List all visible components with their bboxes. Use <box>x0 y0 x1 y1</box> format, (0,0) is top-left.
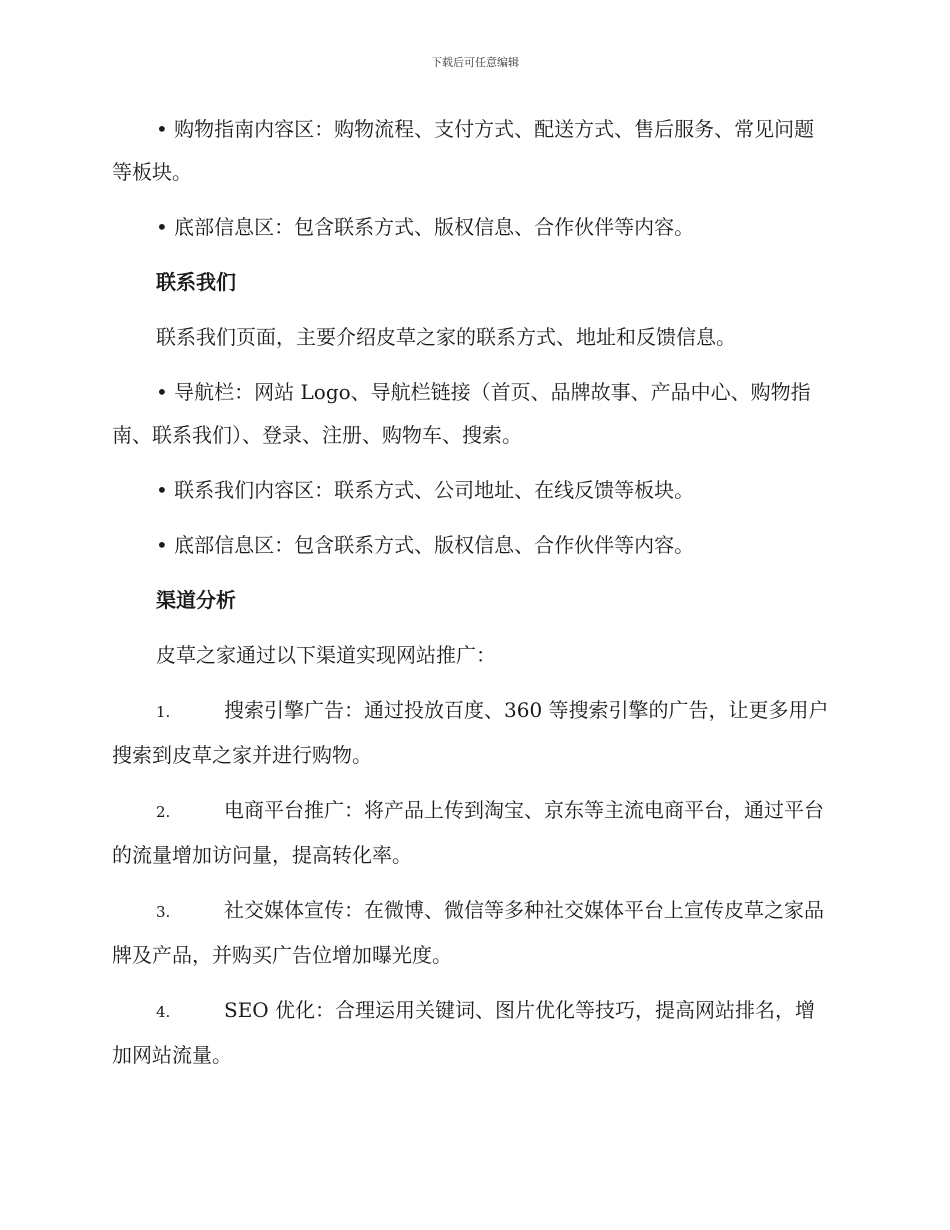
list-item <box>112 689 832 777</box>
list-number: 3. <box>156 903 171 921</box>
list-item <box>112 989 832 1077</box>
paragraph-footer-info-2: • 底部信息区：包含联系方式、版权信息、合作伙伴等内容。 <box>156 533 695 557</box>
document-body <box>112 108 832 1089</box>
list-text: 社交媒体宣传：在微博、微信等多种社交媒体平台上宣传皮草之家品牌及产品，并购买广告位增加曝光度。 <box>112 898 824 967</box>
paragraph-contact-content: • 联系我们内容区：联系方式、公司地址、在线反馈等板块。 <box>156 478 695 502</box>
list-text: 搜索引擎广告：通过投放百度、360 等搜索引擎的广告，让更多用户搜索到皮草之家并进行购物。 <box>112 698 829 767</box>
list-text: 电商平台推广：将产品上传到淘宝、京东等主流电商平台，通过平台的流量增加访问量，提高转化率。 <box>112 798 824 867</box>
list-item <box>112 889 832 977</box>
list-number: 1. <box>156 703 171 721</box>
list-text: SEO 优化：合理运用关键词、图片优化等技巧，提高网站排名，增加网站流量。 <box>112 998 816 1067</box>
paragraph-navbar: • 导航栏：网站 Logo、导航栏链接（首页、品牌故事、产品中心、购物指南、联系我们）、登录、注册、购物车、搜索。 <box>112 380 811 447</box>
paragraph-channel-intro: 皮草之家通过以下渠道实现网站推广： <box>156 643 496 667</box>
list-item <box>112 789 832 877</box>
heading-channel-analysis: 渠道分析 <box>156 588 236 612</box>
list-number: 4. <box>156 1003 171 1021</box>
header-note: 下载后可任意编辑 <box>431 56 519 69</box>
heading-contact-us: 联系我们 <box>156 270 236 294</box>
paragraph-contact-intro: 联系我们页面，主要介绍皮草之家的联系方式、地址和反馈信息。 <box>156 325 736 349</box>
paragraph-shopping-guide-content: • 购物指南内容区：购物流程、支付方式、配送方式、售后服务、常见问题等板块。 <box>112 117 815 184</box>
list-number: 2. <box>156 803 171 821</box>
paragraph-footer-info: • 底部信息区：包含联系方式、版权信息、合作伙伴等内容。 <box>156 215 695 239</box>
